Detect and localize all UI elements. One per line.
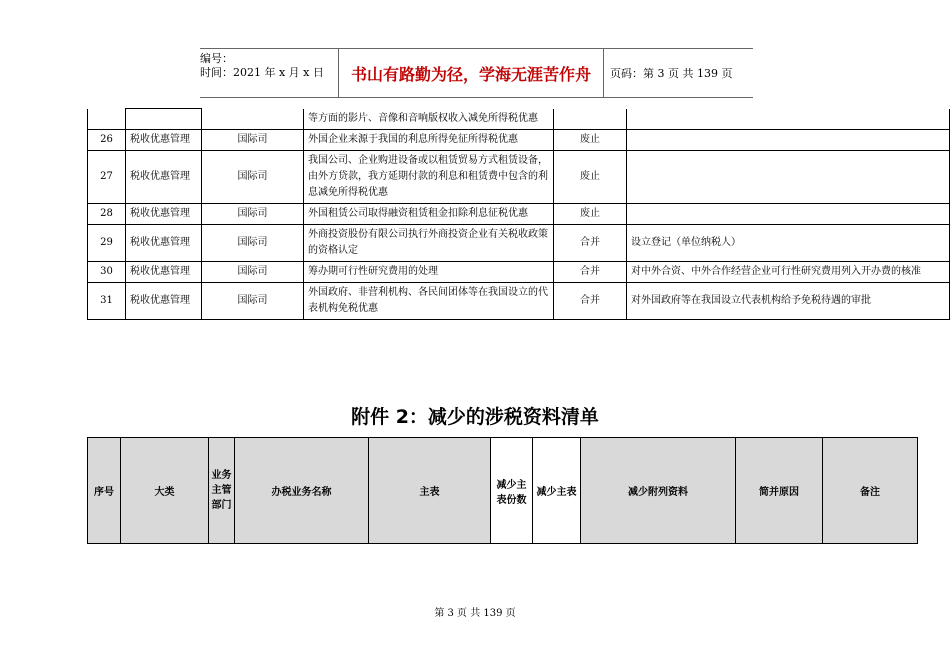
action-cell: 废止 [554,129,627,150]
service-name-cell: 我国公司、企业购进设备或以租赁贸易方式租赁设备，由外方贷款，我方延期付款的利息和租赁费中包含的利息减免所得税优惠 [304,150,554,203]
note-cell: 对外国政府等在我国设立代表机构给予免税待遇的审批 [627,282,950,319]
category-cell: 税收优惠管理 [126,203,202,224]
row-number: 31 [88,282,126,319]
dept-cell: 国际司 [202,282,304,319]
category-cell: 税收优惠管理 [126,129,202,150]
page-footer: 第 3 页 共 139 页 [434,608,516,619]
action-cell: 废止 [554,203,627,224]
header-main-copies: 减少主表份数 [491,438,533,544]
dept-cell: 国际司 [202,261,304,282]
category-cell: 税收优惠管理 [126,261,202,282]
note-cell [627,129,950,150]
note-cell: 对中外合资、中外合作经营企业可行性研究费用列入开办费的核准 [627,261,950,282]
service-name-cell: 外国租赁公司取得融资租赁租金扣除利息征税优惠 [304,203,554,224]
header-attachments: 减少附列资料 [581,438,736,544]
header-left [200,49,338,100]
header-reduced-main: 减少主表 [533,438,581,544]
note-cell [627,203,950,224]
table-row [88,150,950,203]
row-number: 26 [88,129,126,150]
page-header [200,48,753,98]
service-name-cell: 等方面的影片、音像和音响版权收入减免所得税优惠 [304,109,554,130]
header-no: 序号 [88,438,121,544]
table-row [88,282,950,319]
table-row [88,261,950,282]
service-name-cell: 外国企业来源于我国的利息所得免征所得税优惠 [304,129,554,150]
number-label: 编号： [200,52,233,65]
action-cell: 合并 [554,224,627,261]
action-cell: 合并 [554,282,627,319]
row-number: 28 [88,203,126,224]
upper-table [87,108,950,320]
category-cell: 税收优惠管理 [126,150,202,203]
time-label: 时间：2021 年 x 月 x 日 [200,66,324,79]
dept-cell: 国际司 [202,203,304,224]
category-cell: 税收优惠管理 [126,282,202,319]
dept-cell: 国际司 [202,129,304,150]
table-row [88,109,950,130]
service-name-cell: 外商投资股份有限公司执行外商投资企业有关税收政策的资格认定 [304,224,554,261]
action-cell: 合并 [554,261,627,282]
action-cell: 废止 [554,150,627,203]
header-reason: 简并原因 [736,438,823,544]
category-cell: 税收优惠管理 [126,224,202,261]
header-motto: 书山有路勤为径，学海无涯苦作舟 [338,49,604,97]
service-name-cell: 外国政府、非营利机构、各民间团体等在我国设立的代表机构免税优惠 [304,282,554,319]
note-cell: 设立登记（单位纳税人） [627,224,950,261]
header-page-info: 页码：第 3 页 共 139 页 [610,67,733,80]
table-row [88,203,950,224]
header-main: 主表 [369,438,491,544]
header-remark: 备注 [823,438,918,544]
header-dept: 业务主管部门 [209,438,235,544]
header-category: 大类 [121,438,209,544]
dept-cell: 国际司 [202,150,304,203]
section-title: 附件 2：减少的涉税资料清单 [351,406,599,428]
service-name-cell: 筹办期可行性研究费用的处理 [304,261,554,282]
dept-cell: 国际司 [202,224,304,261]
table-row [88,129,950,150]
header-row [88,438,918,544]
lower-table [87,437,918,544]
row-number: 29 [88,224,126,261]
table-row [88,224,950,261]
header-name: 办税业务名称 [235,438,369,544]
note-cell [627,150,950,203]
row-number: 27 [88,150,126,203]
row-number: 30 [88,261,126,282]
